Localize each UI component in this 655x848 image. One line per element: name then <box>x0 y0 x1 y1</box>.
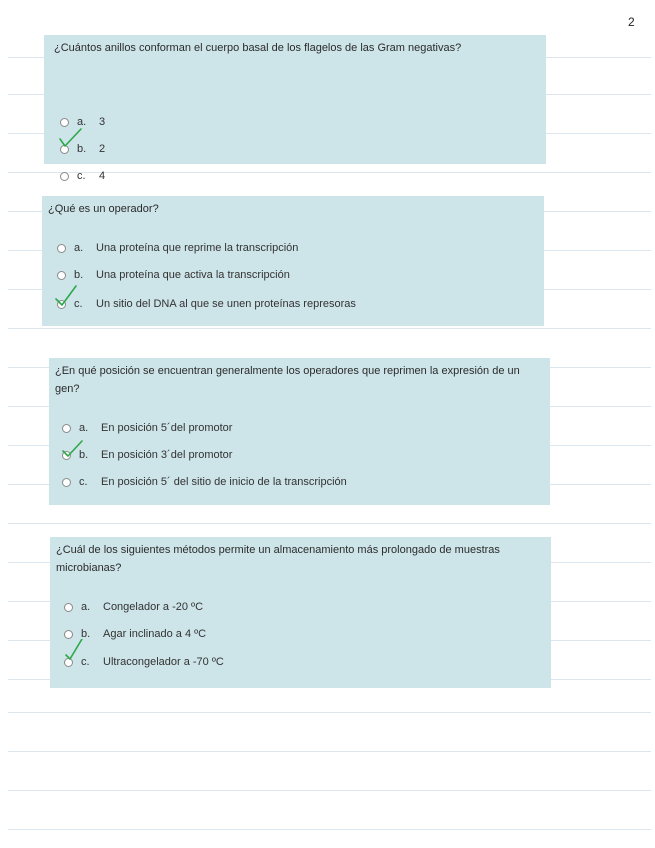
option-text: Un sitio del DNA al que se unen proteínas represoras <box>96 298 356 310</box>
ruled-line <box>8 790 651 791</box>
question-text: ¿Qué es un operador? <box>48 203 159 215</box>
answer-option-a[interactable] <box>62 420 232 436</box>
radio-button[interactable] <box>57 271 66 280</box>
checkmark-icon <box>54 285 80 307</box>
question-text: ¿Cuántos anillos conforman el cuerpo basal de los flagelos de las Gram negativas? <box>54 42 462 54</box>
radio-button[interactable] <box>60 172 69 181</box>
answer-option-a[interactable] <box>57 240 298 256</box>
ruled-line <box>8 328 651 329</box>
option-text: 4 <box>99 170 106 182</box>
option-text: Congelador a -20 ºC <box>103 601 204 613</box>
checkmark-icon <box>62 639 88 661</box>
option-letter: a. <box>74 242 84 254</box>
answer-option-b[interactable] <box>57 267 290 283</box>
option-text: 2 <box>99 143 106 155</box>
option-letter: c. <box>81 656 90 668</box>
option-text: Ultracongelador a -70 ºC <box>103 656 224 668</box>
option-text: 3 <box>99 116 106 128</box>
option-letter: c. <box>79 476 88 488</box>
option-letter: a. <box>77 116 87 128</box>
option-letter: b. <box>81 628 91 640</box>
option-letter: b. <box>74 269 84 281</box>
option-letter: a. <box>79 422 89 434</box>
option-letter: b. <box>79 449 89 461</box>
question-card-4 <box>50 537 551 688</box>
ruled-line <box>8 523 651 524</box>
option-text: Agar inclinado a 4 ºC <box>103 628 207 640</box>
ruled-line <box>8 829 651 830</box>
option-text: Una proteína que activa la transcripción <box>96 269 290 281</box>
option-letter: b. <box>77 143 87 155</box>
option-text: Una proteína que reprime la transcripción <box>96 242 299 254</box>
page-number: 2 <box>628 15 635 29</box>
question-card-3 <box>49 358 550 505</box>
option-text: En posición 5´ del sitio de inicio de la transcripción <box>101 476 347 488</box>
ruled-line <box>8 712 651 713</box>
option-text: En posición 3´del promotor <box>101 449 233 461</box>
answer-option-c[interactable] <box>57 296 356 312</box>
radio-button[interactable] <box>62 424 71 433</box>
question-card-2 <box>42 196 544 326</box>
option-text: En posición 5´del promotor <box>101 422 233 434</box>
ruled-line <box>8 751 651 752</box>
option-letter: c. <box>74 298 83 310</box>
radio-button[interactable] <box>62 478 71 487</box>
radio-button[interactable] <box>64 630 73 639</box>
checkmark-icon <box>57 127 83 149</box>
radio-button[interactable] <box>60 118 69 127</box>
answer-option-c[interactable] <box>62 474 347 490</box>
question-text: ¿En qué posición se encuentran generalmente los operadores que reprimen la expresión de un gen? <box>55 365 520 395</box>
question-text: ¿Cuál de los siguientes métodos permite un almacenamiento más prolongado de muestras microbianas? <box>56 544 500 574</box>
question-card-1 <box>44 35 546 182</box>
option-letter: a. <box>81 601 91 613</box>
radio-button[interactable] <box>57 244 66 253</box>
answer-option-a[interactable] <box>64 599 203 615</box>
answer-option-b[interactable] <box>62 447 232 463</box>
answer-option-c[interactable] <box>60 168 105 184</box>
option-letter: c. <box>77 170 86 182</box>
checkmark-icon <box>60 438 86 460</box>
radio-button[interactable] <box>64 603 73 612</box>
